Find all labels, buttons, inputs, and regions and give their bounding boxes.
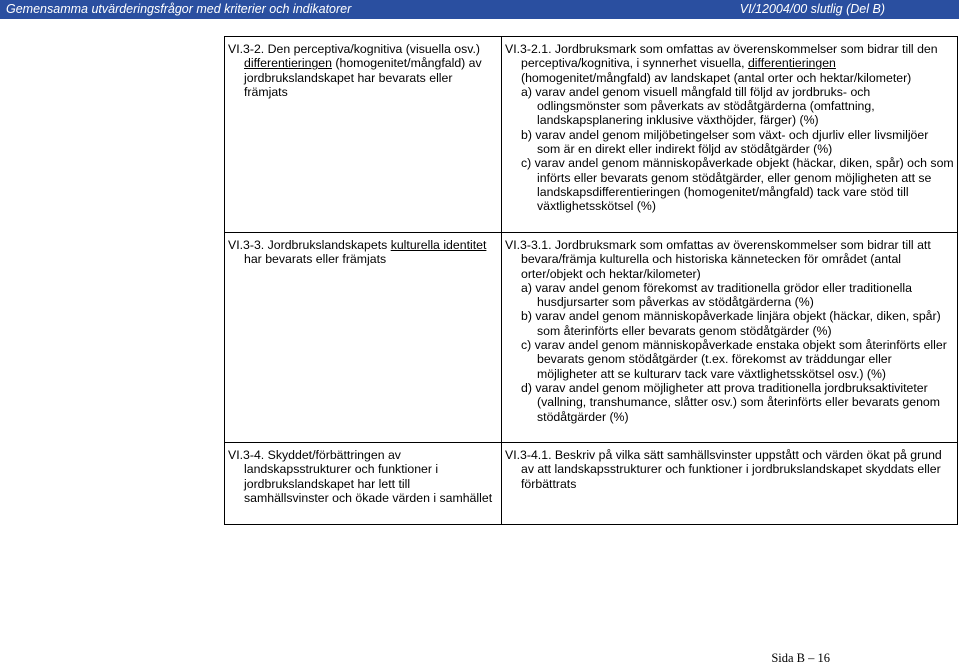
- indicator-item: c) varav andel genom människopåverkade objekt (häckar, diken, spår) och som införts eller bevarats genom stödåtgärder, eller genom möjligheten att se landskapsdifferentieringen (homogenitet/mångfald) tack vare stöd till växtlighetsskötsel (%): [521, 156, 954, 214]
- criterion-cell: [502, 443, 958, 525]
- indicator-item: a) varav andel genom förekomst av traditionella grödor eller traditionella husdjursarter som påverkas av stödåtgärderna (%): [521, 280, 912, 310]
- criteria-table: [224, 36, 958, 525]
- indicator-item: c) varav andel genom människopåverkade enstaka objekt som återinförts eller bevarats genom stödåtgärder (t.ex. förekomst av träddungar eller möjligheter att se kulturarv tack vare växtlighetsskötsel osv.) (%): [521, 338, 947, 381]
- table-row: [225, 37, 958, 233]
- header-document-id: VI/12004/00 slutlig (Del B): [739, 2, 885, 16]
- page-number: Sida B – 16: [771, 651, 830, 665]
- question-text: VI.3-2. Den perceptiva/kognitiva (visuella osv.) differentieringen (homogenitet/mångfald) av jordbrukslandskapet har bevarats eller främjats: [228, 42, 482, 99]
- criterion-cell: [502, 233, 958, 443]
- document-header: [0, 0, 959, 19]
- indicator-item: d) varav andel genom möjligheter att prova traditionella jordbruksaktiviteter (vallning, transhumance, slåtter osv.) som återinförts eller bevarats genom stödåtgärder (%): [521, 380, 941, 424]
- table-row: [225, 233, 958, 443]
- criterion-text: VI.3-4.1. Beskriv på vilka sätt samhällsvinster uppstått och värden ökat på grund av att landskapsstrukturer och funktioner i jordbrukslandskapet skyddats eller förbättrats: [505, 448, 942, 491]
- criterion-text: VI.3-3.1. Jordbruksmark som omfattas av överenskommelser som bidrar till att bevara/främja kulturella och historiska kännetecken för området (antal orter/objekt och hektar/kilometer): [505, 238, 931, 281]
- question-cell: [225, 37, 502, 233]
- indicator-item: a) varav andel genom visuell mångfald till följd av jordbruks- och odlingsmönster som påverkats av stödåtgärderna (omfattning, landskapsplanering inklusive växthöjder, färger) (%): [521, 84, 875, 128]
- indicator-item: b) varav andel genom människopåverkade linjära objekt (häckar, diken, spår) som återinförts eller bevarats genom stödåtgärder (%): [521, 309, 941, 338]
- criterion-cell: [502, 37, 958, 233]
- table-row: [225, 443, 958, 525]
- question-cell: [225, 233, 502, 443]
- question-cell: [225, 443, 502, 525]
- question-text: VI.3-4. Skyddet/förbättringen av landskapsstrukturer och funktioner i jordbrukslandskapet har lett till samhällsvinster och ökade värden i samhället: [228, 448, 493, 505]
- indicator-item: b) varav andel genom miljöbetingelser som växt- och djurliv eller livsmiljöer som är en direkt eller indirekt följd av stödåtgärder (%): [521, 127, 929, 157]
- criterion-text: VI.3-2.1. Jordbruksmark som omfattas av överenskommelser som bidrar till den perceptiva/kognitiva, i synnerhet visuella, differentieringen (homogenitet/mångfald) av landskapet (antal orter och hektar/kilometer): [505, 42, 938, 85]
- header-title: Gemensamma utvärderingsfrågor med kriterier och indikatorer: [6, 2, 352, 16]
- question-text: VI.3-3. Jordbrukslandskapets kulturella identitet har bevarats eller främjats: [228, 238, 487, 267]
